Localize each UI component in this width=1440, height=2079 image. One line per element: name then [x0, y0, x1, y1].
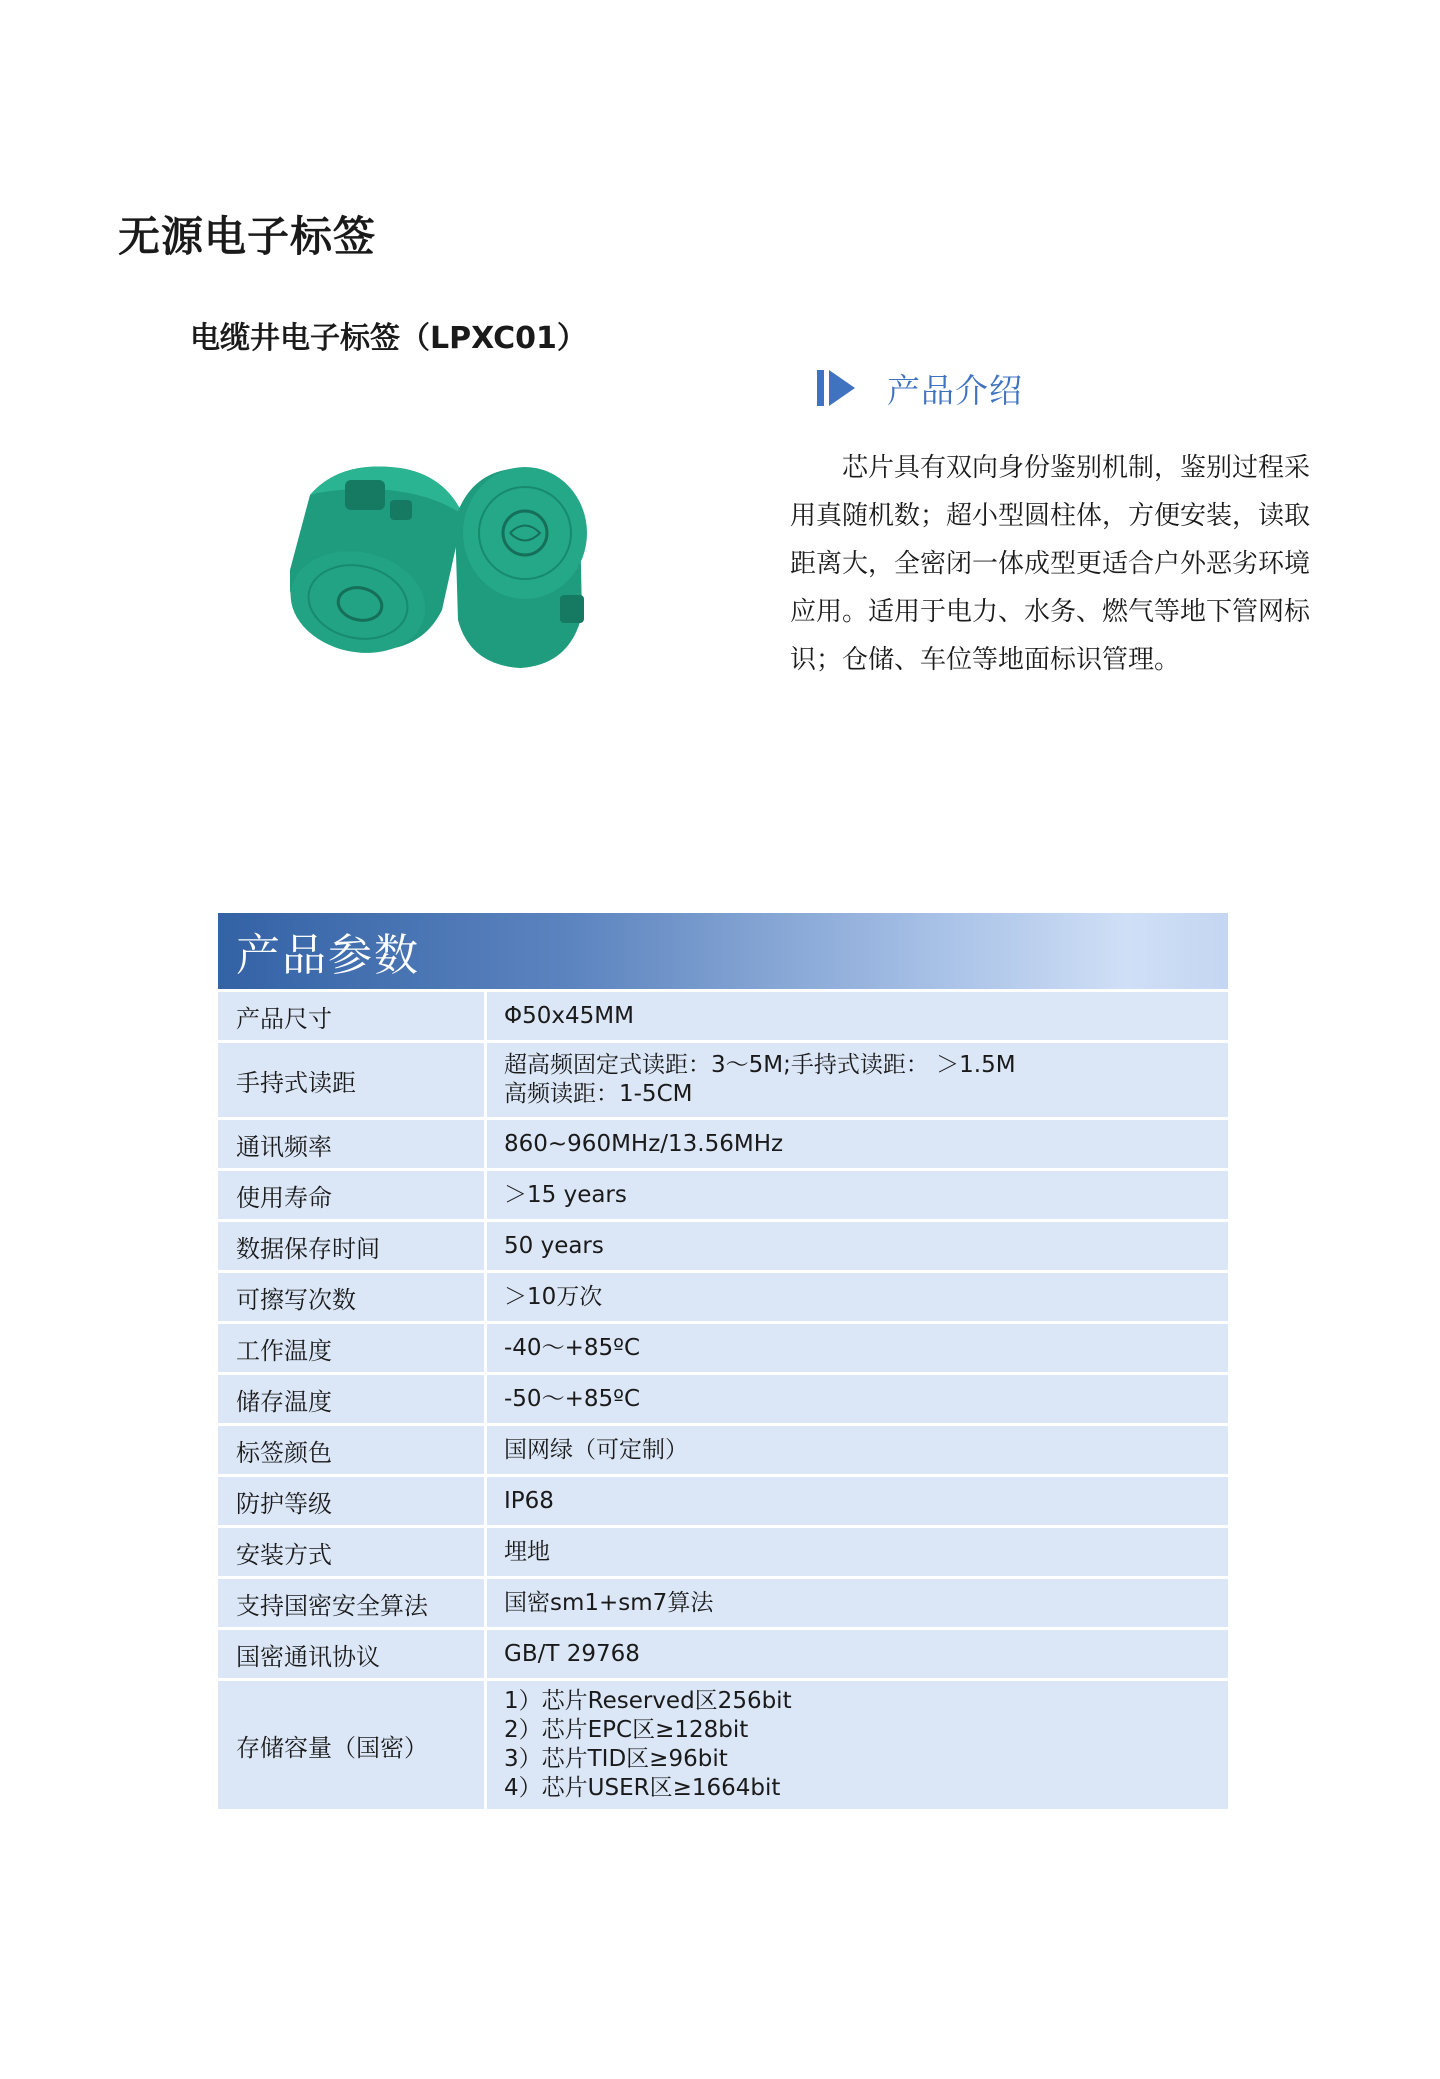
spec-label: 工作温度: [236, 1336, 332, 1365]
spec-label: 产品尺寸: [236, 1004, 332, 1033]
spec-value-line: Φ50x45MM: [504, 1002, 634, 1029]
spec-value-line: -40～+85ºC: [504, 1334, 641, 1361]
table-row: [218, 1375, 1228, 1423]
play-arrow-icon: [815, 364, 859, 412]
tag-left: [281, 467, 463, 666]
table-row: [218, 1681, 1228, 1809]
table-row: [218, 1579, 1228, 1627]
spec-value-line: ＞15 years: [504, 1181, 627, 1208]
spec-value-line: GB/T 29768: [504, 1640, 640, 1667]
intro-body: 芯片具有双向身份鉴别机制，鉴别过程采用真随机数；超小型圆柱体，方便安装，读取距离大，全密闭一体成型更适合户外恶劣环境应用。适用于电力、水务、燃气等地下管网标识；仓储、车位等地面标识管理。: [790, 453, 1311, 675]
spec-value: [487, 1375, 1228, 1423]
table-row: [218, 1324, 1228, 1372]
spec-label: 存储容量（国密）: [236, 1733, 428, 1762]
spec-value-line: 国密sm1+sm7算法: [504, 1589, 714, 1616]
spec-value: [487, 1043, 1228, 1117]
table-row: [218, 1630, 1228, 1678]
spec-label: 使用寿命: [236, 1183, 332, 1212]
spec-value-line: 超高频固定式读距：3～5M;手持式读距： ＞1.5M: [504, 1052, 1016, 1078]
tag-right: [455, 467, 587, 668]
spec-value: [487, 1630, 1228, 1678]
spec-value-line: IP68: [504, 1487, 554, 1514]
spec-value-line: 1）芯片Reserved区256bit: [504, 1688, 792, 1714]
spec-label: 支持国密安全算法: [236, 1591, 428, 1620]
spec-label: 可擦写次数: [236, 1285, 356, 1314]
spec-value: [487, 1477, 1228, 1525]
spec-table-header: 产品参数: [218, 913, 1228, 989]
spec-table-body: [218, 992, 1228, 1809]
table-row: [218, 1528, 1228, 1576]
table-row: [218, 1477, 1228, 1525]
spec-label: 数据保存时间: [236, 1234, 380, 1263]
spec-value: [487, 1579, 1228, 1627]
table-row: [218, 1222, 1228, 1270]
table-row: [218, 1171, 1228, 1219]
spec-label: 手持式读距: [236, 1068, 356, 1097]
page-title: 无源电子标签: [118, 212, 377, 261]
table-row: [218, 1043, 1228, 1117]
product-name: 电缆井电子标签（LPXC01）: [190, 321, 587, 356]
spec-value: [487, 1528, 1228, 1576]
spec-value: [487, 1324, 1228, 1372]
product-image: [270, 440, 670, 700]
table-row: [218, 1426, 1228, 1474]
intro-heading-text: 产品介绍: [887, 370, 1023, 410]
spec-label: 防护等级: [236, 1489, 332, 1518]
spec-table: [218, 913, 1228, 1809]
spec-value-line: 埋地: [504, 1538, 550, 1565]
table-row: [218, 1120, 1228, 1168]
spec-label: 通讯频率: [236, 1132, 332, 1161]
spec-value-line: -50～+85ºC: [504, 1385, 641, 1412]
table-row: [218, 1273, 1228, 1321]
spec-value: [487, 1222, 1228, 1270]
spec-value-line: 国网绿（可定制）: [504, 1436, 688, 1463]
spec-value-line: 4）芯片USER区≥1664bit: [504, 1775, 781, 1801]
spec-label: 储存温度: [236, 1387, 332, 1416]
spec-value: [487, 1426, 1228, 1474]
spec-value: [487, 1273, 1228, 1321]
spec-value-line: 860~960MHz/13.56MHz: [504, 1130, 784, 1157]
intro-heading: [815, 364, 1023, 412]
spec-value-line: 高频读距：1-5CM: [504, 1081, 693, 1107]
spec-value: [487, 1681, 1228, 1809]
spec-value-line: 3）芯片TID区≥96bit: [504, 1746, 728, 1772]
spec-label: 标签颜色: [236, 1438, 332, 1467]
spec-label: 国密通讯协议: [236, 1642, 380, 1671]
spec-label: 安装方式: [236, 1540, 332, 1569]
spec-value-line: 2）芯片EPC区≥128bit: [504, 1717, 749, 1743]
spec-value: [487, 1120, 1228, 1168]
spec-value: [487, 992, 1228, 1040]
spec-value: [487, 1171, 1228, 1219]
spec-value-line: ＞10万次: [504, 1283, 603, 1310]
spec-value-line: 50 years: [504, 1232, 604, 1259]
table-row: [218, 992, 1228, 1040]
